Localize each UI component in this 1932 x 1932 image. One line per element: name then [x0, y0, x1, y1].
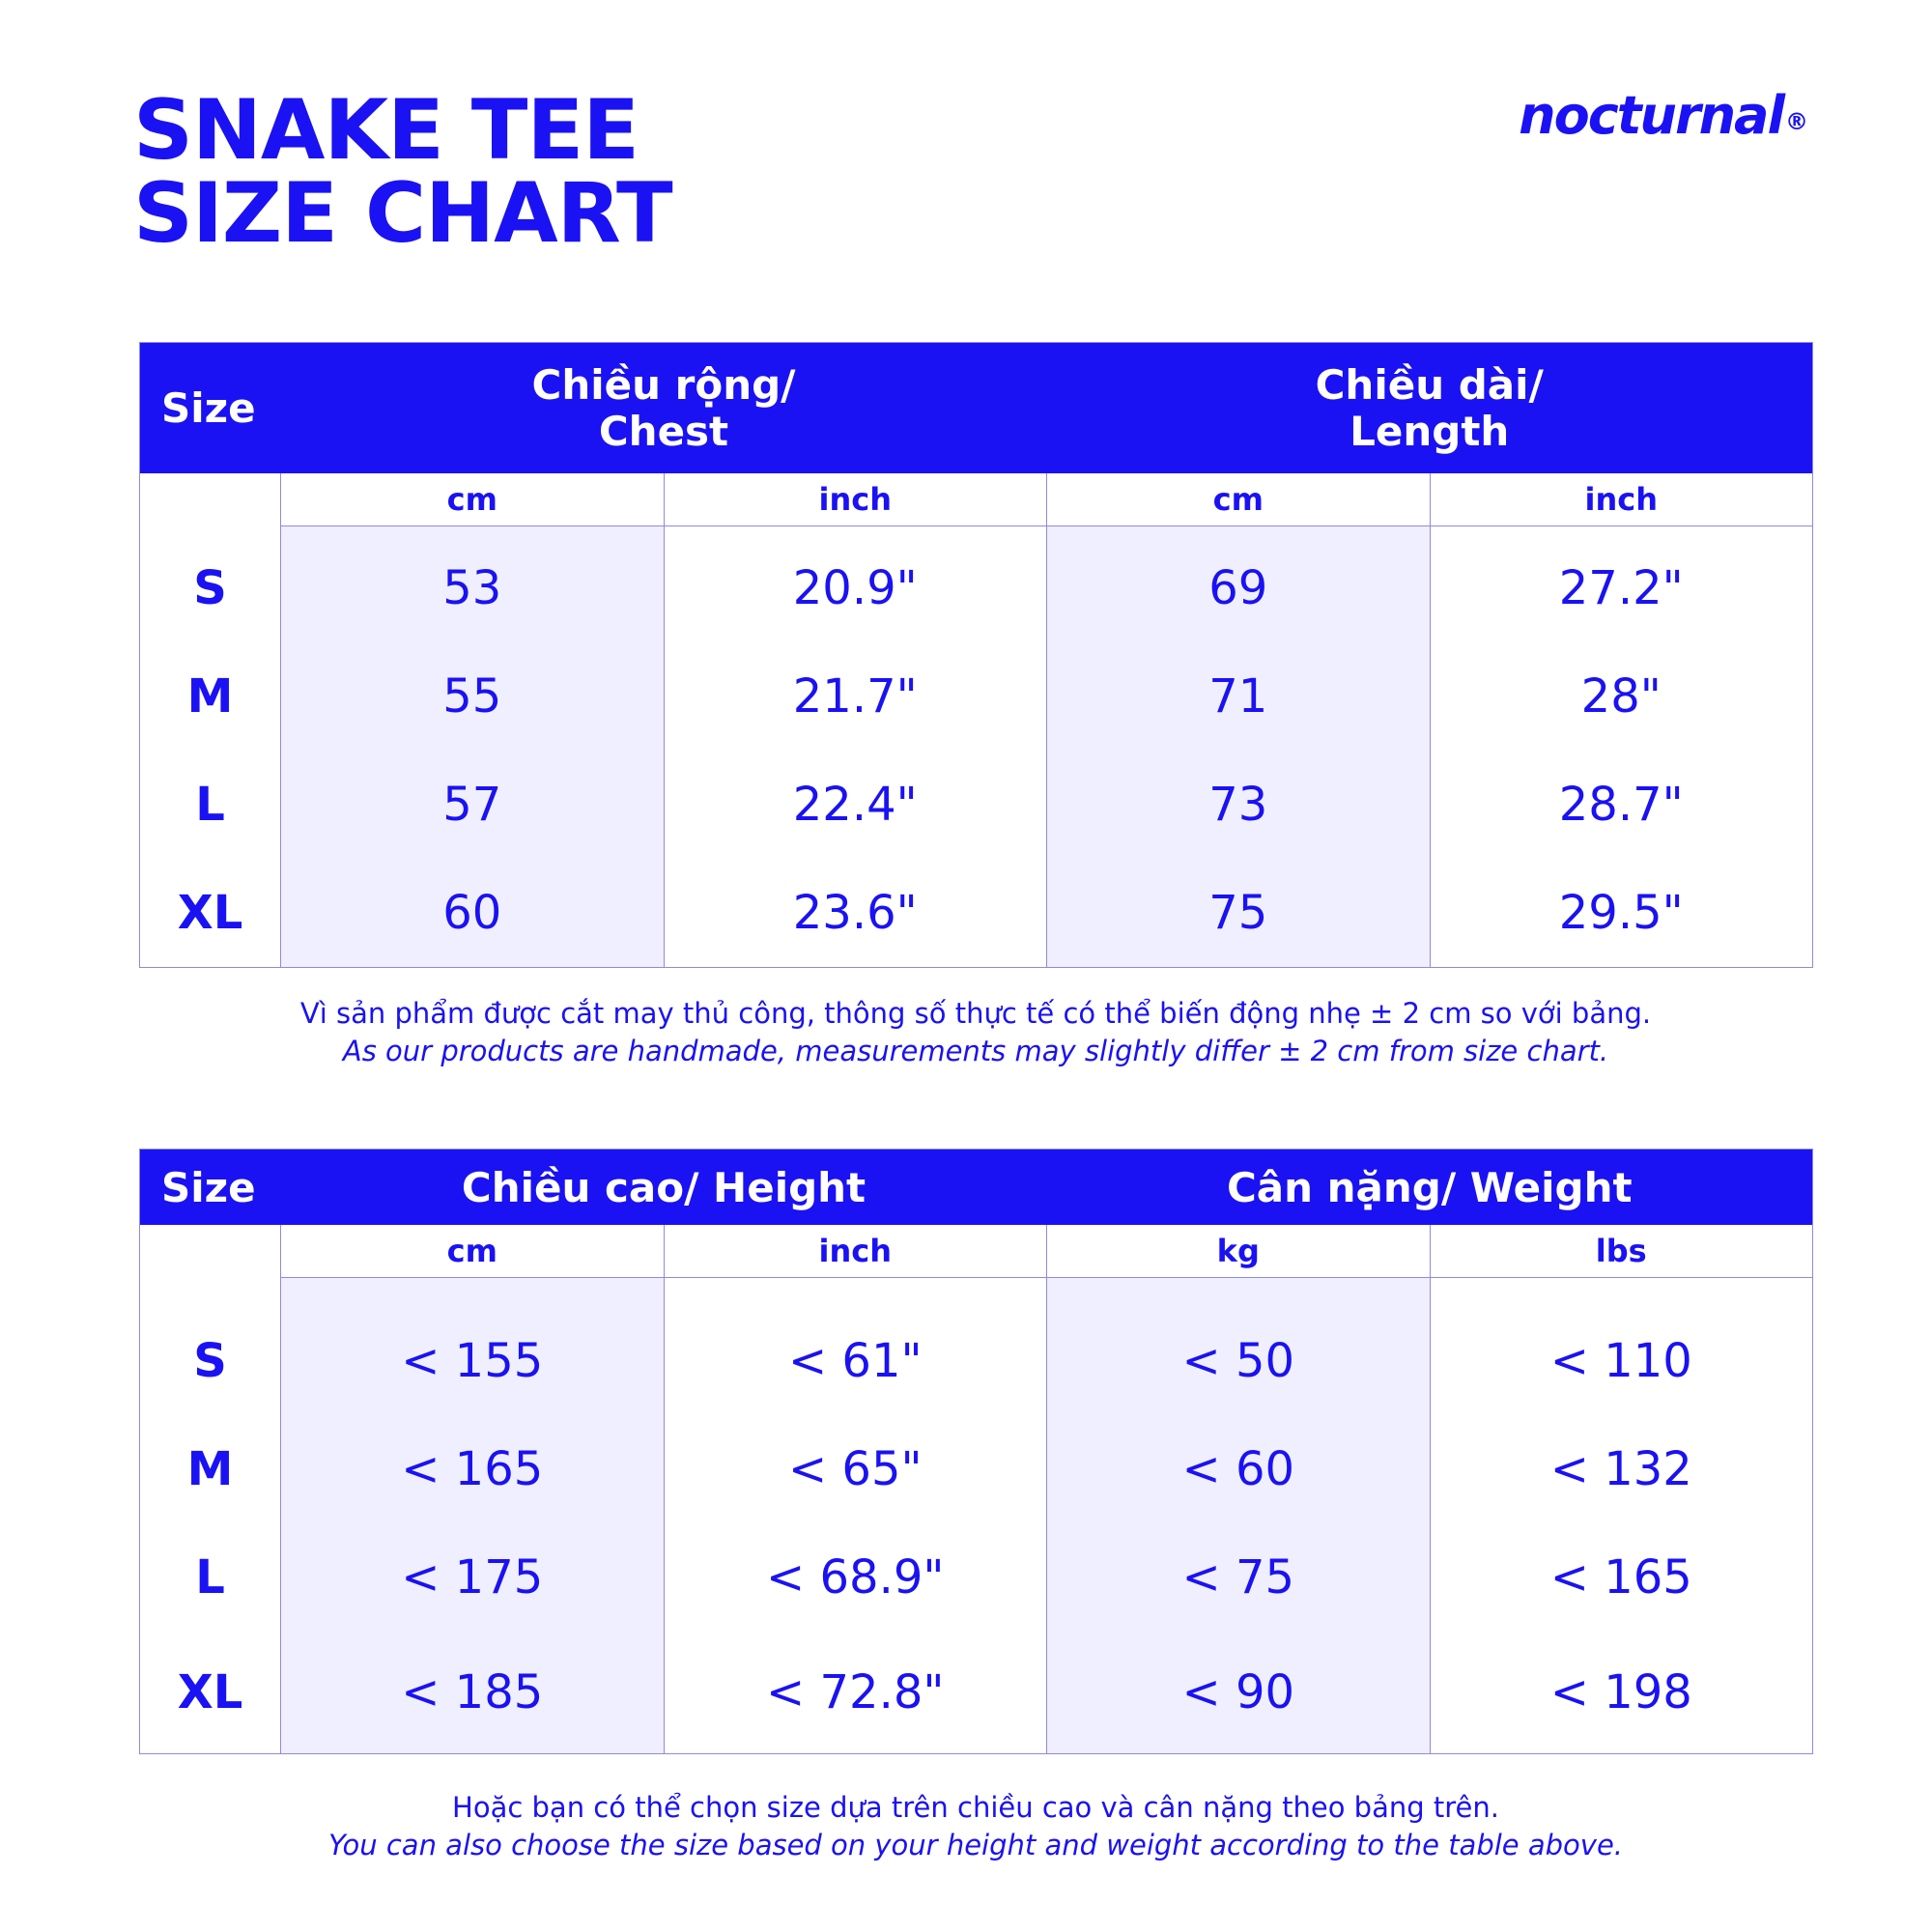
table-row [140, 751, 1813, 859]
size-column-header: Size [140, 343, 281, 474]
height-inch-cell: < 65" [664, 1415, 1047, 1523]
weight-lbs-cell: < 110 [1430, 1307, 1813, 1415]
brand-name: nocturnal [1519, 85, 1783, 146]
length-cm-cell: 71 [1047, 642, 1431, 751]
size-column-header: Size [140, 1150, 281, 1226]
length-header-en: Length [1350, 407, 1510, 455]
weight-lbs-cell: < 165 [1430, 1523, 1813, 1632]
weight-lbs-cell: < 132 [1430, 1415, 1813, 1523]
tolerance-note-en: As our products are handmade, measurements may slightly differ ± 2 cm from size chart. [342, 1035, 1609, 1067]
chest-inch-cell: 22.4" [664, 751, 1047, 859]
table-header-row [140, 1150, 1813, 1226]
table-row [140, 526, 1813, 643]
length-inch-cell: 27.2" [1430, 526, 1813, 643]
unit-label: cm [1047, 473, 1431, 526]
weight-kg-cell: < 60 [1047, 1415, 1431, 1523]
length-inch-cell: 29.5" [1430, 859, 1813, 968]
weight-kg-cell: < 75 [1047, 1523, 1431, 1632]
size-label: XL [177, 886, 243, 940]
length-cm-cell: 75 [1047, 859, 1431, 968]
chest-cm-cell: 57 [281, 751, 665, 859]
unit-label: kg [1047, 1225, 1431, 1278]
size-label: S [193, 560, 227, 615]
unit-label: cm [281, 1225, 665, 1278]
table-row [140, 642, 1813, 751]
height-cm-cell: < 175 [281, 1523, 665, 1632]
unit-label: lbs [1430, 1225, 1813, 1278]
page-title [133, 82, 672, 262]
unit-row-blank [140, 1225, 281, 1278]
length-inch-cell: 28.7" [1430, 751, 1813, 859]
length-cm-cell: 73 [1047, 751, 1431, 859]
unit-label: cm [281, 473, 665, 526]
table-header-row [140, 343, 1813, 474]
unit-label: inch [1430, 473, 1813, 526]
height-inch-cell: < 61" [664, 1307, 1047, 1415]
unit-row [140, 473, 1813, 526]
chest-cm-cell: 60 [281, 859, 665, 968]
chest-cm-cell: 55 [281, 642, 665, 751]
body-size-table [139, 1149, 1813, 1754]
size-label: M [186, 669, 234, 724]
table-row [140, 1523, 1813, 1632]
size-label: S [193, 1334, 227, 1388]
size-guide-note [139, 1789, 1812, 1864]
size-label: L [195, 778, 225, 832]
length-group-header [1047, 343, 1813, 474]
registered-mark: ® [1785, 108, 1806, 135]
length-cm-cell: 69 [1047, 526, 1431, 643]
unit-row [140, 1225, 1813, 1278]
brand-logo [1519, 85, 1806, 146]
title-line-2: SIZE CHART [133, 165, 672, 262]
height-inch-cell: < 68.9" [664, 1523, 1047, 1632]
length-inch-cell: 28" [1430, 642, 1813, 751]
size-guide-note-vn: Hoặc bạn có thể chọn size dựa trên chiều cao và cân nặng theo bảng trên. [452, 1791, 1499, 1824]
garment-measurement-table [139, 342, 1813, 968]
height-cm-cell: < 165 [281, 1415, 665, 1523]
table-row [140, 1307, 1813, 1415]
unit-row-blank [140, 473, 281, 526]
table-row [140, 1632, 1813, 1754]
table-row [140, 1415, 1813, 1523]
chest-inch-cell: 20.9" [664, 526, 1047, 643]
size-label: L [195, 1550, 225, 1605]
size-label: M [186, 1442, 234, 1496]
chest-header-vn: Chiều rộng/ [531, 360, 796, 409]
chest-inch-cell: 21.7" [664, 642, 1047, 751]
weight-kg-cell: < 90 [1047, 1632, 1431, 1754]
chest-inch-cell: 23.6" [664, 859, 1047, 968]
size-guide-note-en: You can also choose the size based on your height and weight according to the table above. [327, 1829, 1624, 1861]
title-line-1: SNAKE TEE [133, 82, 639, 179]
tolerance-note [139, 995, 1812, 1070]
chest-header-en: Chest [598, 407, 729, 455]
size-label: XL [177, 1665, 243, 1719]
chest-cm-cell: 53 [281, 526, 665, 643]
tolerance-note-vn: Vì sản phẩm được cắt may thủ công, thông số thực tế có thể biến động nhẹ ± 2 cm so với bảng. [299, 997, 1652, 1030]
weight-kg-cell: < 50 [1047, 1307, 1431, 1415]
unit-label: inch [664, 1225, 1047, 1278]
table-row [140, 859, 1813, 968]
unit-label: inch [664, 473, 1047, 526]
height-group-header: Chiều cao/ Height [281, 1150, 1047, 1226]
height-cm-cell: < 185 [281, 1632, 665, 1754]
height-cm-cell: < 155 [281, 1307, 665, 1415]
weight-lbs-cell: < 198 [1430, 1632, 1813, 1754]
height-inch-cell: < 72.8" [664, 1632, 1047, 1754]
chest-group-header [281, 343, 1047, 474]
table-spacer [140, 1278, 1813, 1308]
length-header-vn: Chiều dài/ [1315, 360, 1544, 409]
weight-group-header: Cân nặng/ Weight [1047, 1150, 1813, 1226]
